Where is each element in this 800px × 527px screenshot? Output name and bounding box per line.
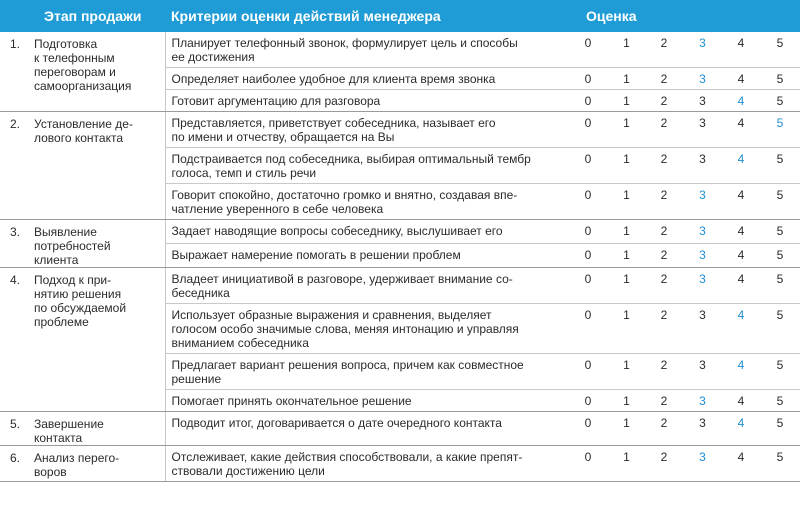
score-option[interactable]: 1 xyxy=(608,90,645,112)
score-option[interactable]: 5 xyxy=(776,224,784,238)
stage-name: Завершение контакта xyxy=(34,412,165,446)
score-option-selected[interactable]: 4 xyxy=(722,412,760,446)
score-option[interactable]: 5 xyxy=(776,36,784,50)
score-option-selected[interactable]: 4 xyxy=(722,354,760,390)
score-option[interactable]: 5 xyxy=(760,148,800,184)
criterion-text: Выражает намерение помогать в решении проблем xyxy=(165,244,568,268)
score-option[interactable]: 0 xyxy=(568,390,608,412)
stage-number: 4. xyxy=(0,268,34,412)
score-option[interactable]: 4 xyxy=(722,184,760,220)
score-option[interactable]: 2 xyxy=(645,244,683,268)
stage-number: 5. xyxy=(0,412,34,446)
criterion-text: Говорит спокойно, достаточно громко и внятно, создавая впе- чатление уверенного в себе человека xyxy=(165,184,568,220)
criterion-text: Готовит аргументацию для разговора xyxy=(165,90,568,112)
score-option[interactable]: 4 xyxy=(722,446,760,482)
score-option[interactable]: 4 xyxy=(737,272,745,286)
score-option[interactable]: 2 xyxy=(645,354,683,390)
stage-name: Подготовка к телефонным переговорам и самоорганизация xyxy=(34,32,165,112)
score-option[interactable]: 0 xyxy=(568,304,608,354)
score-option[interactable]: 2 xyxy=(645,304,683,354)
score-option[interactable]: 0 xyxy=(584,36,592,50)
score-option-selected[interactable]: 3 xyxy=(683,446,722,482)
stage-name: Анализ перего- воров xyxy=(34,446,165,482)
score-option[interactable]: 3 xyxy=(699,116,706,130)
stage-number: 1. xyxy=(0,32,34,112)
score-option[interactable]: 0 xyxy=(568,412,608,446)
score-option[interactable]: 1 xyxy=(608,148,645,184)
score-option[interactable]: 1 xyxy=(608,184,645,220)
score-option[interactable]: 0 xyxy=(584,116,592,130)
criterion-text: Подстраивается под собеседника, выбирая оптимальный тембр голоса, темп и стиль речи xyxy=(165,148,568,184)
score-option[interactable]: 2 xyxy=(645,148,683,184)
score-option[interactable]: 3 xyxy=(683,148,722,184)
score-option[interactable]: 2 xyxy=(645,184,683,220)
score-option[interactable]: 0 xyxy=(568,68,608,90)
criterion-text: Задает наводящие вопросы собеседнику, выслушивает его xyxy=(165,220,568,244)
score-option[interactable]: 4 xyxy=(737,36,745,50)
table-row xyxy=(0,112,800,148)
stage-name: Подход к при- нятию решения по обсуждаемой проблеме xyxy=(34,268,165,412)
score-option[interactable]: 0 xyxy=(568,184,608,220)
score-option[interactable]: 5 xyxy=(760,184,800,220)
table-row xyxy=(0,32,800,68)
score-option[interactable]: 0 xyxy=(584,272,592,286)
criterion-text: Использует образные выражения и сравнения, выделяет голосом особо значимые слова, меняя интонацию и управляя вниманием собеседника xyxy=(165,304,568,354)
criterion-text: Владеет инициативой в разговоре, удерживает внимание со- беседника xyxy=(165,268,568,304)
score-option[interactable]: 1 xyxy=(608,446,645,482)
score-option[interactable]: 4 xyxy=(737,116,745,130)
score-option[interactable]: 2 xyxy=(660,272,668,286)
score-option[interactable]: 5 xyxy=(760,244,800,268)
score-option[interactable]: 5 xyxy=(760,412,800,446)
score-option[interactable]: 5 xyxy=(760,90,800,112)
score-option[interactable]: 0 xyxy=(568,446,608,482)
score-option[interactable]: 0 xyxy=(568,90,608,112)
score-option[interactable]: 1 xyxy=(608,412,645,446)
score-option[interactable]: 1 xyxy=(623,116,630,130)
score-option-selected[interactable]: 3 xyxy=(683,244,722,268)
stage-number: 6. xyxy=(0,446,34,482)
score-option[interactable]: 0 xyxy=(584,224,592,238)
score-option[interactable]: 3 xyxy=(683,304,722,354)
score-option-selected[interactable]: 3 xyxy=(683,390,722,412)
score-option[interactable]: 3 xyxy=(683,90,722,112)
score-option[interactable]: 5 xyxy=(760,68,800,90)
score-option[interactable]: 2 xyxy=(660,36,668,50)
score-option[interactable]: 5 xyxy=(760,304,800,354)
score-option-selected[interactable]: 3 xyxy=(699,272,706,286)
score-option[interactable]: 1 xyxy=(608,68,645,90)
criterion-text: Предлагает вариант решения вопроса, причем как совместное решение xyxy=(165,354,568,390)
score-option-selected[interactable]: 3 xyxy=(683,184,722,220)
score-option[interactable]: 2 xyxy=(660,224,668,238)
header-stage: Этап продажи xyxy=(0,0,165,32)
score-option-selected[interactable]: 3 xyxy=(699,36,706,50)
score-option[interactable]: 4 xyxy=(737,224,745,238)
table-row xyxy=(0,446,800,482)
stage-name: Установление де- лового контакта xyxy=(34,112,165,220)
score-option[interactable]: 3 xyxy=(683,412,722,446)
score-option[interactable]: 5 xyxy=(760,390,800,412)
score-option[interactable]: 1 xyxy=(608,304,645,354)
score-option[interactable]: 1 xyxy=(623,36,630,50)
stage-name: Выявление потребностей клиента xyxy=(34,220,165,268)
score-option[interactable]: 2 xyxy=(645,90,683,112)
criterion-text: Определяет наиболее удобное для клиента время звонка xyxy=(165,68,568,90)
score-option[interactable]: 1 xyxy=(623,224,630,238)
score-option[interactable]: 1 xyxy=(608,390,645,412)
table-row xyxy=(0,268,800,304)
score-option[interactable]: 1 xyxy=(623,272,630,286)
table-header xyxy=(0,0,800,32)
criterion-text: Отслеживает, какие действия способствовали, а какие препят- ствовали достижению цели xyxy=(165,446,568,482)
score-option[interactable]: 4 xyxy=(722,68,760,90)
header-score: Оценка xyxy=(568,0,800,32)
score-option[interactable]: 1 xyxy=(608,354,645,390)
score-option[interactable]: 2 xyxy=(645,390,683,412)
criterion-text: Планирует телефонный звонок, формулирует цель и способы ее достижения xyxy=(165,32,568,68)
score-option-selected[interactable]: 5 xyxy=(776,116,784,130)
table-body xyxy=(0,32,800,482)
score-option[interactable]: 0 xyxy=(568,148,608,184)
header-criteria: Критерии оценки действий менеджера xyxy=(165,0,568,32)
score-option[interactable]: 4 xyxy=(722,244,760,268)
score-option[interactable]: 2 xyxy=(660,116,668,130)
score-option[interactable]: 5 xyxy=(760,446,800,482)
score-option[interactable]: 5 xyxy=(776,272,784,286)
score-option-selected[interactable]: 4 xyxy=(722,148,760,184)
score-option[interactable]: 4 xyxy=(722,390,760,412)
score-option-selected[interactable]: 4 xyxy=(722,304,760,354)
stage-number: 2. xyxy=(0,112,34,220)
score-option[interactable]: 0 xyxy=(568,354,608,390)
table-row xyxy=(0,412,800,446)
table-row xyxy=(0,220,800,244)
criterion-text: Представляется, приветствует собеседника, называет его по имени и отчеству, обращается на Вы xyxy=(165,112,568,148)
score-option[interactable]: 0 xyxy=(568,244,608,268)
criterion-text: Подводит итог, договаривается о дате очередного контакта xyxy=(165,412,568,446)
score-option-selected[interactable]: 3 xyxy=(683,68,722,90)
score-option[interactable]: 2 xyxy=(645,446,683,482)
score-option[interactable]: 2 xyxy=(645,412,683,446)
score-option[interactable]: 5 xyxy=(760,354,800,390)
score-option[interactable]: 2 xyxy=(645,68,683,90)
stage-number: 3. xyxy=(0,220,34,268)
score-option-selected[interactable]: 3 xyxy=(699,224,706,238)
score-option[interactable]: 1 xyxy=(608,244,645,268)
score-option-selected[interactable]: 4 xyxy=(722,90,760,112)
criterion-text: Помогает принять окончательное решение xyxy=(165,390,568,412)
score-option[interactable]: 3 xyxy=(683,354,722,390)
